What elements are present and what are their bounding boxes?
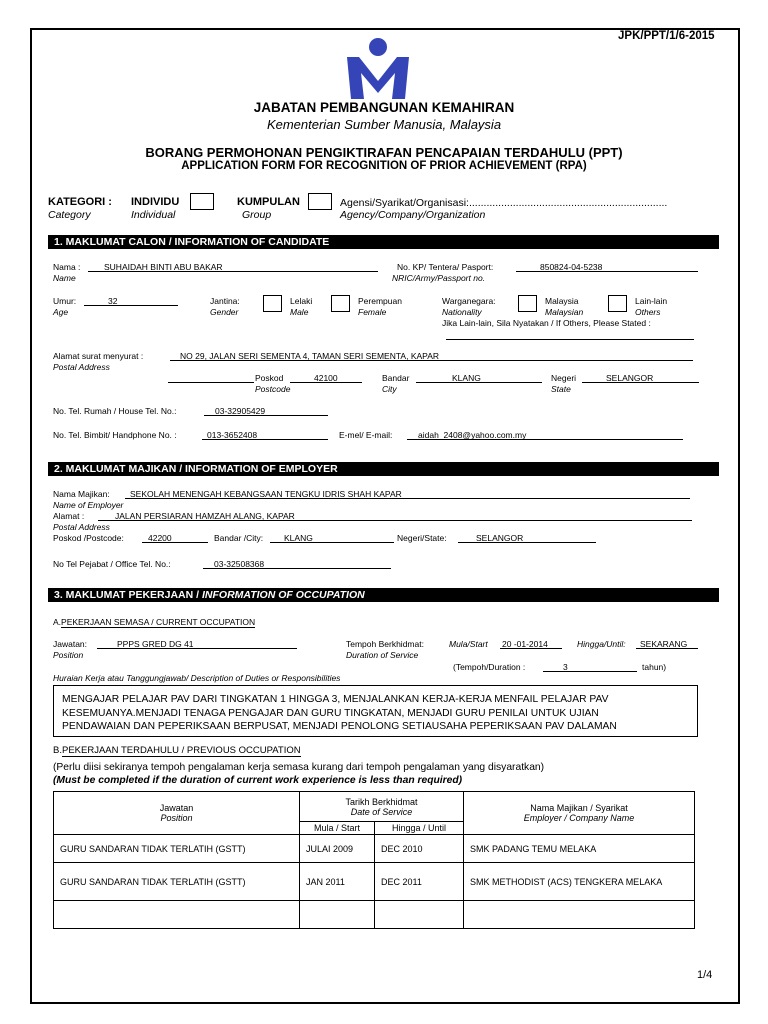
ic-label-en: NRIC/Army/Passport no. (392, 273, 486, 283)
email-value[interactable]: aidah_2408@yahoo.com.my (418, 430, 527, 440)
duties-line: MENGAJAR PELAJAR PAV DARI TINGKATAN 1 HINGGA 3, MENJALANKAN KERJA-KERJA MENFAIL PELAJAR PAV (62, 694, 609, 705)
section3-heading: 3. MAKLUMAT PEKERJAAN / INFORMATION OF OCCUPATION (48, 588, 719, 602)
section2-heading: 2. MAKLUMAT MAJIKAN / INFORMATION OF EMPLOYER (48, 462, 719, 476)
male-checkbox[interactable] (263, 295, 282, 312)
employer-city-value[interactable]: KLANG (284, 533, 313, 543)
city-label: Bandar (382, 373, 410, 383)
col-employer-header: Nama Majikan / Syarikat Employer / Company Name (464, 792, 695, 835)
others-label: Lain-lain (635, 296, 668, 306)
previous-occupation-table (53, 791, 695, 929)
position-label: Jawatan: (53, 639, 88, 649)
agency-field[interactable]: Agensi/Syarikat/Organisasi:.................................................................... (340, 197, 668, 209)
category-label: KATEGORI : (48, 196, 112, 208)
email-label: E-mel/ E-mail: (339, 430, 393, 440)
row-start[interactable]: JAN 2011 (300, 863, 375, 901)
section1-heading: 1. MAKLUMAT CALON / INFORMATION OF CANDIDATE (48, 235, 719, 249)
document-reference: JPK/PPT/1/6-2015 (614, 30, 719, 42)
female-label-en: Female (358, 307, 387, 317)
start-value[interactable]: 20 -01-2014 (502, 639, 548, 649)
col-start-header: Mula / Start (300, 822, 375, 835)
agency-label-en: Agency/Company/Organization (340, 209, 486, 221)
row-until[interactable]: DEC 2010 (375, 835, 464, 863)
employer-address-value[interactable]: JALAN PERSIARAN HAMZAH ALANG, KAPAR (115, 511, 295, 521)
form-title-ms: BORANG PERMOHONAN PENGIKTIRAFAN PENCAPAIAN TERDAHULU (PPT) (145, 145, 623, 160)
others-input-line[interactable] (446, 339, 694, 340)
handphone-label: No. Tel. Bimbit/ Handphone No. : (53, 430, 177, 440)
handphone-value[interactable]: 013-3652408 (207, 430, 258, 440)
nationality-label: Warganegara: (442, 296, 496, 306)
office-tel-label: No Tel Pejabat / Office Tel. No.: (53, 559, 171, 569)
employer-state-value[interactable]: SELANGOR (476, 533, 524, 543)
row-until[interactable] (375, 901, 464, 929)
start-label: Mula/Start (449, 639, 488, 649)
name-label-en: Name (53, 273, 76, 283)
state-label: Negeri (551, 373, 577, 383)
age-label: Umur: (53, 296, 77, 306)
others-note: Jika Lain-lain, Sila Nyatakan / If Others, Please Stated : (442, 318, 651, 328)
duties-textbox[interactable] (53, 685, 698, 737)
malaysia-label: Malaysia (545, 296, 579, 306)
row-until[interactable]: DEC 2011 (375, 863, 464, 901)
city-value[interactable]: KLANG (452, 373, 481, 383)
tempoh-value[interactable]: 3 (563, 662, 568, 672)
malaysia-label-en: Malaysian (545, 307, 584, 317)
until-label: Hingga/Until: (577, 639, 626, 649)
house-tel-label: No. Tel. Rumah / House Tel. No.: (53, 406, 177, 416)
previous-note: (Perlu diisi sekiranya tempoh pengalaman kerja semasa kurang dari tempoh pengalaman yang disyaratkan) (53, 762, 545, 773)
table-row (54, 863, 695, 901)
row-employer[interactable] (464, 901, 695, 929)
current-occupation-heading: A.PEKERJAAN SEMASA / CURRENT OCCUPATION (53, 617, 256, 627)
employer-address-label: Alamat : (53, 511, 85, 521)
duration-label: Tempoh Berkhidmat: (346, 639, 424, 649)
employer-state-label: Negeri/State: (397, 533, 447, 543)
jpk-logo-icon (345, 37, 411, 101)
postcode-value[interactable]: 42100 (314, 373, 338, 383)
category-label-en: Category (48, 209, 91, 221)
nationality-label-en: Nationality (442, 307, 482, 317)
postal-address-label: Alamat surat menyurat : (53, 351, 144, 361)
employer-label: Nama Majikan: (53, 489, 110, 499)
row-start[interactable] (300, 901, 375, 929)
employer-postcode-value[interactable]: 42200 (148, 533, 172, 543)
malaysia-checkbox[interactable] (518, 295, 537, 312)
employer-postcode-label: Poskod /Postcode: (53, 533, 124, 543)
duration-label-en: Duration of Service (346, 650, 419, 660)
previous-occupation-heading: B.PEKERJAAN TERDAHULU / PREVIOUS OCCUPATION (53, 745, 301, 756)
duties-line: KESEMUANYA.MENJADI TENAGA PENGAJAR DAN GURU TINGKATAN, MENJADI GURU PENILAI UNTUK UJIAN (62, 707, 599, 719)
house-tel-value[interactable]: 03-32905429 (215, 406, 266, 416)
age-label-en: Age (53, 307, 69, 317)
form-title-en: APPLICATION FORM FOR RECOGNITION OF PRIOR ACHIEVEMENT (RPA) (181, 160, 587, 172)
female-label: Perempuan (358, 296, 402, 306)
female-checkbox[interactable] (331, 295, 350, 312)
postcode-label: Poskod (255, 373, 284, 383)
tempoh-label: (Tempoh/Duration : (453, 662, 526, 672)
employer-city-label: Bandar /City: (214, 533, 264, 543)
individual-label-en: Individual (131, 209, 176, 221)
postal-address-value[interactable]: NO 29, JALAN SERI SEMENTA 4, TAMAN SERI SEMENTA, KAPAR (180, 351, 440, 361)
others-label-en: Others (635, 307, 661, 317)
col-until-header: Hingga / Until (375, 822, 464, 835)
group-label: KUMPULAN (237, 196, 300, 208)
until-value[interactable]: SEKARANG (640, 639, 688, 649)
ic-label: No. KP/ Tentera/ Pasport: (397, 262, 494, 272)
state-label-en: State (551, 384, 571, 394)
row-employer[interactable]: SMK PADANG TEMU MELAKA (464, 835, 695, 863)
col-position-header: Jawatan Position (54, 792, 300, 835)
row-start[interactable]: JULAI 2009 (300, 835, 375, 863)
employer-address-label-en: Postal Address (53, 522, 110, 532)
position-value[interactable]: PPPS GRED DG 41 (117, 639, 194, 649)
table-row (54, 835, 695, 863)
office-tel-value[interactable]: 03-32508368 (214, 559, 265, 569)
employer-value[interactable]: SEKOLAH MENENGAH KEBANGSAAN TENGKU IDRIS SHAH KAPAR (130, 489, 402, 499)
duties-label: Huraian Kerja atau Tanggungjawab/ Description of Duties or Responsibilities (53, 673, 341, 683)
individual-label: INDIVIDU (131, 196, 180, 208)
male-label: Lelaki (290, 296, 313, 306)
org-name: JABATAN PEMBANGUNAN KEMAHIRAN (253, 100, 515, 115)
employer-label-en: Name of Employer (53, 500, 124, 510)
state-value[interactable]: SELANGOR (606, 373, 654, 383)
duties-line: PENDAWAIAN DAN PEPERIKSAAN BERPUSAT, MENJADI PENOLONG SETIAUSAHA PEPERIKSAAN PAV DALAMAN (62, 721, 617, 732)
previous-note-en: (Must be completed if the duration of current work experience is less than required) (53, 775, 463, 786)
position-label-en: Position (53, 650, 84, 660)
tempoh-unit: tahun) (642, 662, 667, 672)
group-label-en: Group (242, 209, 272, 221)
row-employer[interactable]: SMK METHODIST (ACS) TENGKERA MELAKA (464, 863, 695, 901)
others-checkbox[interactable] (608, 295, 627, 312)
address-line-2[interactable] (168, 382, 254, 383)
ministry-name: Kementerian Sumber Manusia, Malaysia (266, 117, 502, 132)
group-checkbox[interactable] (308, 193, 332, 210)
row-position[interactable] (54, 901, 300, 929)
city-label-en: City (382, 384, 397, 394)
age-value[interactable]: 32 (108, 296, 118, 306)
row-position[interactable]: GURU SANDARAN TIDAK TERLATIH (GSTT) (54, 835, 300, 863)
individual-checkbox[interactable] (190, 193, 214, 210)
postal-address-label-en: Postal Address (53, 362, 110, 372)
gender-label-en: Gender (210, 307, 239, 317)
ic-value[interactable]: 850824-04-5238 (540, 262, 603, 272)
postcode-label-en: Postcode (255, 384, 291, 394)
table-row (54, 901, 695, 929)
col-date-header: Tarikh Berkhidmat Date of Service (300, 792, 464, 822)
gender-label: Jantina: (210, 296, 240, 306)
page-number: 1/4 (697, 969, 713, 981)
name-label: Nama : (53, 262, 81, 272)
name-value[interactable]: SUHAIDAH BINTI ABU BAKAR (104, 262, 223, 272)
male-label-en: Male (290, 307, 309, 317)
row-position[interactable]: GURU SANDARAN TIDAK TERLATIH (GSTT) (54, 863, 300, 901)
